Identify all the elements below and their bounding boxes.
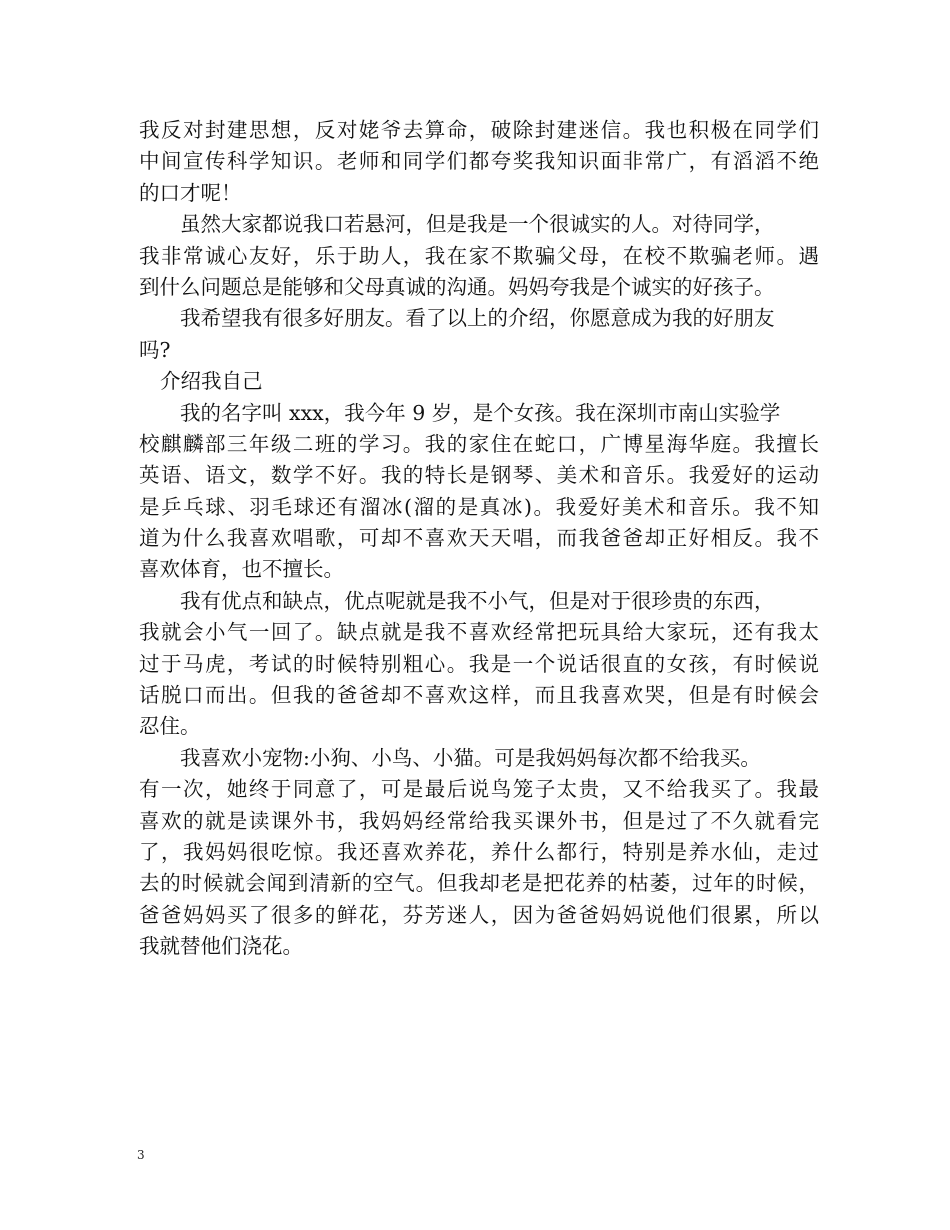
section-heading: 介绍我自己	[160, 369, 263, 394]
text-line: 校麒麟部三年级二班的学习。我的家住在蛇口，广博星海华庭。我擅长	[139, 431, 819, 456]
text-line: 我的名字叫 xxx，我今年 9 岁，是个女孩。我在深圳市南山实验学	[180, 400, 781, 425]
text-line: 到什么问题总是能够和父母真诚的沟通。妈妈夸我是个诚实的好孩子。	[139, 274, 775, 299]
text-line: 吗?	[139, 337, 171, 362]
text-line: 我反对封建思想，反对姥爷去算命，破除封建迷信。我也积极在同学们	[139, 118, 819, 142]
text-line: 道为什么我喜欢唱歌，可却不喜欢天天唱，而我爸爸却正好相反。我不	[139, 526, 819, 551]
body-text	[139, 115, 819, 963]
text-line: 我就会小气一回了。缺点就是我不喜欢经常把玩具给大家玩，还有我太	[139, 620, 819, 645]
text-line: 我就替他们浇花。	[139, 934, 303, 959]
text-line: 话脱口而出。但我的爸爸却不喜欢这样，而且我喜欢哭，但是有时候会	[139, 683, 819, 708]
page-number: 3	[137, 1148, 145, 1162]
text-line: 中间宣传科学知识。老师和同学们都夸奖我知识面非常广，有滔滔不绝	[139, 149, 819, 174]
text-line: 我喜欢小宠物:小狗、小鸟、小猫。可是我妈妈每次都不给我买。	[180, 745, 761, 770]
text-line: 的口才呢！	[139, 180, 242, 205]
text-line: 是乒乓球、羽毛球还有溜冰(溜的是真冰)。我爱好美术和音乐。我不知	[139, 494, 819, 519]
text-line: 爸爸妈妈买了很多的鲜花，芬芳迷人，因为爸爸妈妈说他们很累，所以	[139, 902, 819, 927]
text-line: 我非常诚心友好，乐于助人，我在家不欺骗父母，在校不欺骗老师。遇	[139, 243, 819, 268]
text-line: 了，我妈妈很吃惊。我还喜欢养花，养什么都行，特别是养水仙，走过	[139, 839, 819, 864]
text-line: 忍住。	[139, 714, 201, 739]
text-line: 喜欢体育，也不擅长。	[139, 557, 344, 582]
text-line: 过于马虎，考试的时候特别粗心。我是一个说话很直的女孩，有时候说	[139, 651, 819, 676]
text-line: 英语、语文，数学不好。我的特长是钢琴、美术和音乐。我爱好的运动	[139, 463, 819, 488]
text-line: 去的时候就会闻到清新的空气。但我却老是把花养的枯萎，过年的时候，	[139, 871, 819, 896]
text-line: 我有优点和缺点，优点呢就是我不小气，但是对于很珍贵的东西，	[180, 588, 775, 613]
text-line: 虽然大家都说我口若悬河，但是我是一个很诚实的人。对待同学，	[180, 212, 775, 237]
text-line: 喜欢的就是读课外书，我妈妈经常给我买课外书，但是过了不久就看完	[139, 808, 819, 833]
text-line: 我希望我有很多好朋友。看了以上的介绍，你愿意成为我的好朋友	[180, 306, 775, 331]
text-line: 有一次，她终于同意了，可是最后说鸟笼子太贵，又不给我买了。我最	[139, 777, 819, 802]
